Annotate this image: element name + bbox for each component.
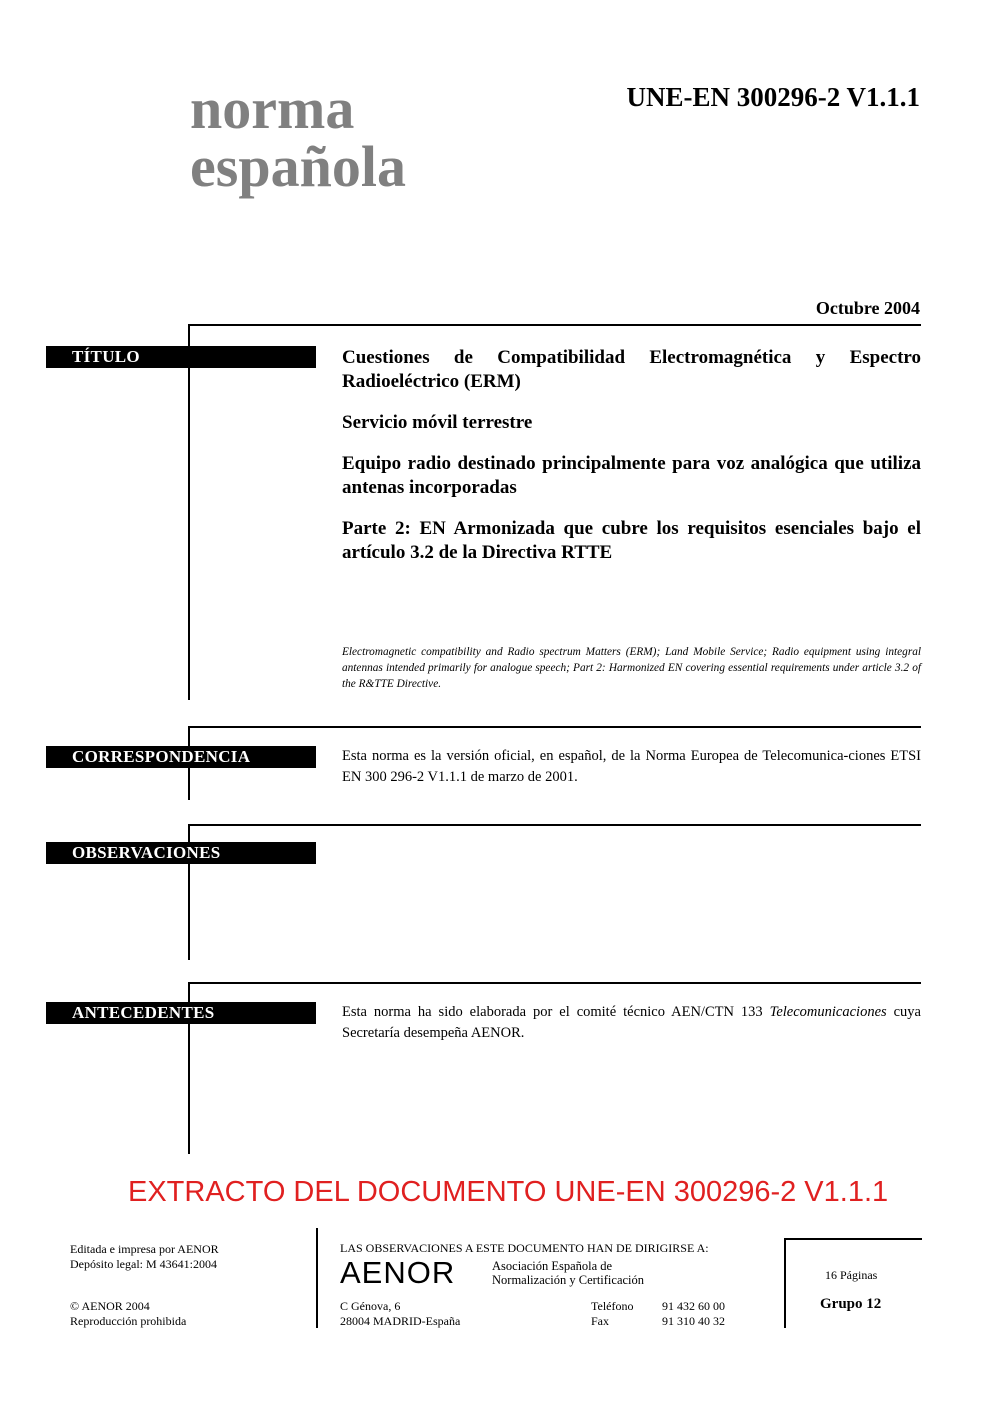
- footer-divider-left: [316, 1228, 318, 1328]
- org-line: Asociación Española de: [492, 1259, 613, 1273]
- title-paragraph: Parte 2: EN Armonizada que cubre los requisitos esenciales bajo el artículo 3.2 de la Directiva RTTE: [342, 518, 921, 563]
- antecedentes-top-rule: [188, 982, 921, 984]
- footer-reproduction: Reproducción prohibida: [70, 1314, 187, 1328]
- publication-date: Octubre 2004: [815, 298, 920, 318]
- footer-fax-label: Fax: [591, 1314, 609, 1328]
- antecedentes-text-part: Esta norma ha sido elaborada por el comité técnico AEN/CTN 133: [342, 1004, 770, 1020]
- section-label-titulo: TÍTULO: [46, 346, 316, 368]
- committee-name: Telecomunicaciones: [769, 1004, 887, 1020]
- correspondencia-text: Esta norma es la versión oficial, en español, de la Norma Europea de Telecomunica-ciones ETSI EN 300 296-2 V1.1.1 de marzo de 2001.: [342, 748, 921, 785]
- section-label-antecedentes: ANTECEDENTES: [46, 1002, 316, 1024]
- section-label-correspondencia: CORRESPONDENCIA: [46, 746, 316, 768]
- footer-address-1: C Génova, 6: [340, 1299, 401, 1313]
- title-paragraph: Cuestiones de Compatibilidad Electromagnética y Espectro Radioeléctrico (ERM): [342, 347, 921, 392]
- aenor-logo: AENOR: [340, 1255, 456, 1290]
- brand-line-2: española: [190, 134, 406, 199]
- english-title: Electromagnetic compatibility and Radio spectrum Matters (ERM); Land Mobile Service; Radio equipment using integral antennas intended primarily for analogue speech; Part 2: Harmonized EN covering essential requirements under article 3.2 of the R&TTE Directive.: [342, 646, 921, 690]
- price-group: Grupo 12: [820, 1296, 882, 1312]
- org-line: Normalización y Certificación: [492, 1273, 645, 1287]
- title-paragraph: Equipo radio destinado principalmente para voz analógica que utiliza antenas incorporadas: [342, 453, 921, 498]
- footer-copyright: © AENOR 2004: [70, 1299, 150, 1313]
- footer-divider-right: [784, 1238, 786, 1328]
- titulo-top-rule: [188, 324, 921, 326]
- footer-phone-label: Teléfono: [591, 1299, 634, 1313]
- footer-address-2: 28004 MADRID-España: [340, 1314, 461, 1328]
- section-label-observaciones: OBSERVACIONES: [46, 842, 316, 864]
- page-count: 16 Páginas: [825, 1268, 878, 1282]
- footer-deposit: Depósito legal: M 43641:2004: [70, 1257, 217, 1271]
- standard-code: UNE-EN 300296-2 V1.1.1: [626, 82, 920, 112]
- observaciones-top-rule: [188, 824, 921, 826]
- brand-title: [190, 76, 406, 199]
- title-paragraph: Servicio móvil terrestre: [342, 412, 533, 433]
- footer-fax: 91 310 40 32: [662, 1314, 725, 1328]
- titulo-vertical-rule: [188, 324, 190, 700]
- aenor-organization-name: [492, 1259, 644, 1287]
- antecedentes-text: [342, 1002, 921, 1044]
- brand-line-1: norma: [190, 76, 355, 141]
- spanish-title: [342, 346, 921, 582]
- correspondencia-top-rule: [188, 726, 921, 728]
- footer-edited: Editada e impresa por AENOR: [70, 1242, 219, 1256]
- extract-notice: EXTRACTO DEL DOCUMENTO UNE-EN 300296-2 V1.1.1: [128, 1176, 889, 1208]
- antecedentes-text-part: cuya Secretaría desempeña AENOR.: [342, 1004, 921, 1041]
- footer-observations-heading: LAS OBSERVACIONES A ESTE DOCUMENTO HAN DE DIRIGIRSE A:: [340, 1241, 709, 1255]
- footer-box-top-rule: [784, 1238, 922, 1240]
- footer-phone: 91 432 60 00: [662, 1299, 725, 1313]
